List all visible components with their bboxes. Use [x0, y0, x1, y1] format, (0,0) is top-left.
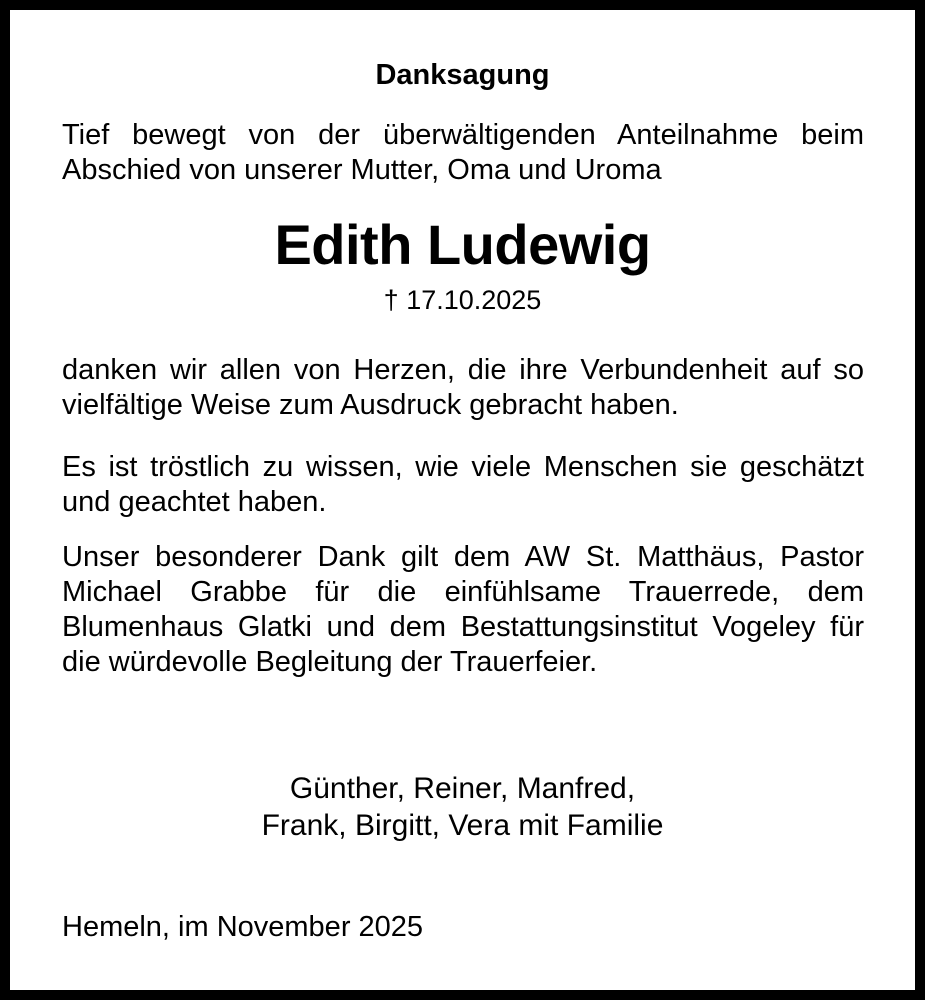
intro-paragraph: Tief bewegt von der überwältigenden Anteilnahme beim Abschied von unserer Mutter, Oma und Uroma: [62, 119, 864, 186]
place-and-date: Hemeln, im November 2025: [62, 911, 424, 943]
thanks-paragraph: danken wir allen von Herzen, die ihre Verbundenheit auf so vielfältige Weise zum Ausdruck gebracht haben.: [62, 354, 864, 421]
death-date-line: † 17.10.2025: [383, 285, 542, 315]
signers-block: [10, 770, 915, 844]
special-thanks-paragraph: Unser besonderer Dank gilt dem AW St. Matthäus, Pastor Michael Grabbe für die einfühlsame Trauerrede, dem Blumenhaus Glatki und dem Bestattungsinstitut Vogeley für die würdevolle Begleitung der Trauerfeier.: [62, 541, 864, 678]
signers-line-2: Frank, Birgitt, Vera mit Familie: [261, 809, 664, 842]
notice-heading: Danksagung: [375, 59, 550, 91]
signers-line-1: Günther, Reiner, Manfred,: [289, 772, 636, 805]
comfort-paragraph: Es ist tröstlich zu wissen, wie viele Menschen sie geschätzt und geachtet haben.: [62, 451, 864, 518]
obituary-thank-you-notice: [10, 10, 915, 990]
deceased-name: Edith Ludewig: [274, 213, 651, 276]
